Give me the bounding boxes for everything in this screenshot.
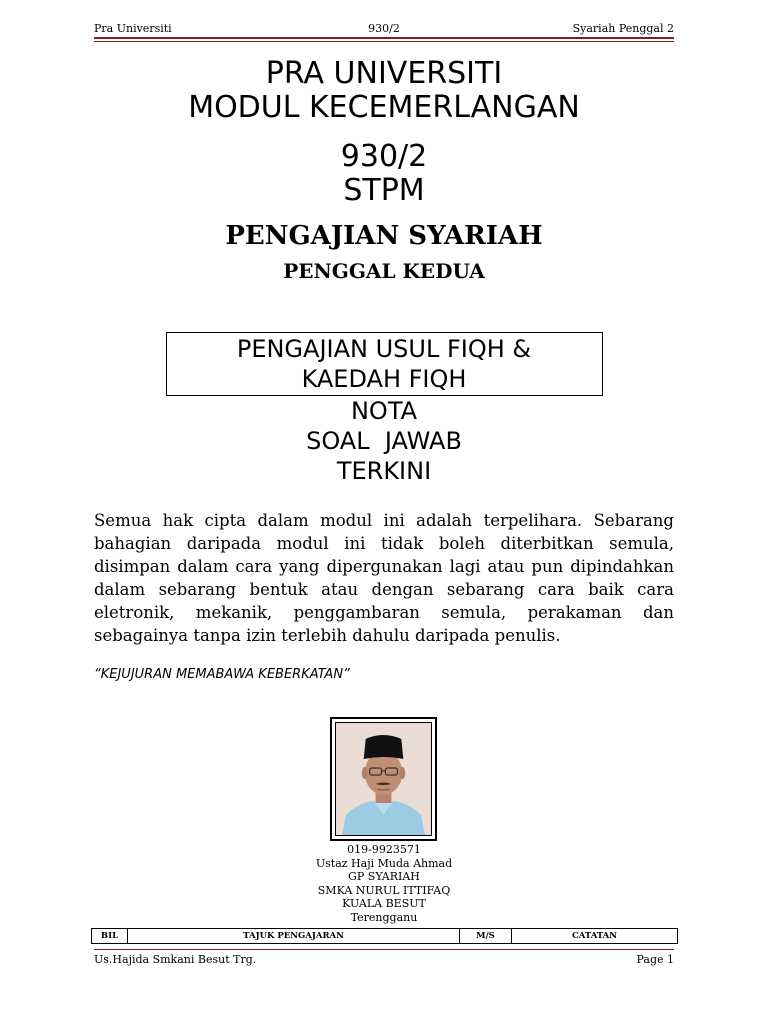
topic-line-2: KAEDAH FIQH	[301, 365, 467, 393]
contact-phone: 019-9923571	[347, 843, 421, 856]
header-rule-thick	[94, 37, 674, 39]
title-line-2: MODUL KECEMERLANGAN	[188, 90, 580, 125]
notes-block	[0, 396, 768, 486]
footer-rule	[94, 949, 674, 950]
notes-line-1: NOTA	[350, 397, 418, 425]
contact-state: Terengganu	[350, 910, 418, 924]
contents-table-header	[91, 928, 678, 944]
col-tajuk: TAJUK PENGAJARAN	[128, 929, 460, 943]
header-right: Syariah Penggal 2	[572, 22, 674, 35]
subject-title: PENGAJIAN SYARIAH	[225, 221, 543, 251]
col-ms: M/S	[460, 929, 512, 943]
col-bil: BIL	[92, 929, 128, 943]
contact-school: SMKA NURUL ITTIFAQ	[317, 883, 451, 897]
course-code: 930/2	[340, 139, 428, 174]
notes-line-2: SOAL JAWAB	[306, 427, 462, 455]
page-number: Page 1	[636, 953, 674, 966]
topic-title	[0, 334, 768, 394]
copyright-notice: Semua hak cipta dalam modul ini adalah terpelihara. Sebarang bahagian daripada modul ini tidak boleh diterbitkan semula, disimpan dalam cara yang dipergunakan lagi atau pun dipindahkan dalam sebarang bentuk atau dengan sebarang cara baik cara eletronik, mekanik, penggambaran semula, perakaman dan sebagainya tanpa izin terlebih dahulu daripada penulis.	[94, 511, 674, 645]
author-photo-frame	[330, 717, 437, 841]
author-photo	[335, 722, 432, 836]
footer-left: Us.Hajida Smkani Besut Trg.	[94, 953, 257, 966]
contact-block	[0, 843, 768, 924]
page-header	[94, 22, 674, 36]
header-center: 930/2	[368, 22, 400, 35]
header-rule-thin	[94, 41, 674, 42]
topic-line-1: PENGAJIAN USUL FIQH &	[236, 335, 532, 363]
col-catatan: CATATAN	[571, 931, 618, 941]
contact-role: GP SYARIAH	[348, 870, 420, 883]
term-title: PENGGAL KEDUA	[283, 259, 485, 283]
notes-line-3: TERKINI	[336, 457, 432, 485]
contact-name: Ustaz Haji Muda Ahmad	[315, 856, 453, 870]
contact-town: KUALA BESUT	[342, 897, 426, 910]
title-line-1: PRA UNIVERSITI	[265, 56, 503, 91]
exam-name: STPM	[343, 173, 425, 208]
motto: “KEJUJURAN MEMABAWA KEBERKATAN”	[94, 667, 350, 682]
portrait-illustration	[336, 723, 431, 835]
header-left: Pra Universiti	[94, 22, 172, 35]
